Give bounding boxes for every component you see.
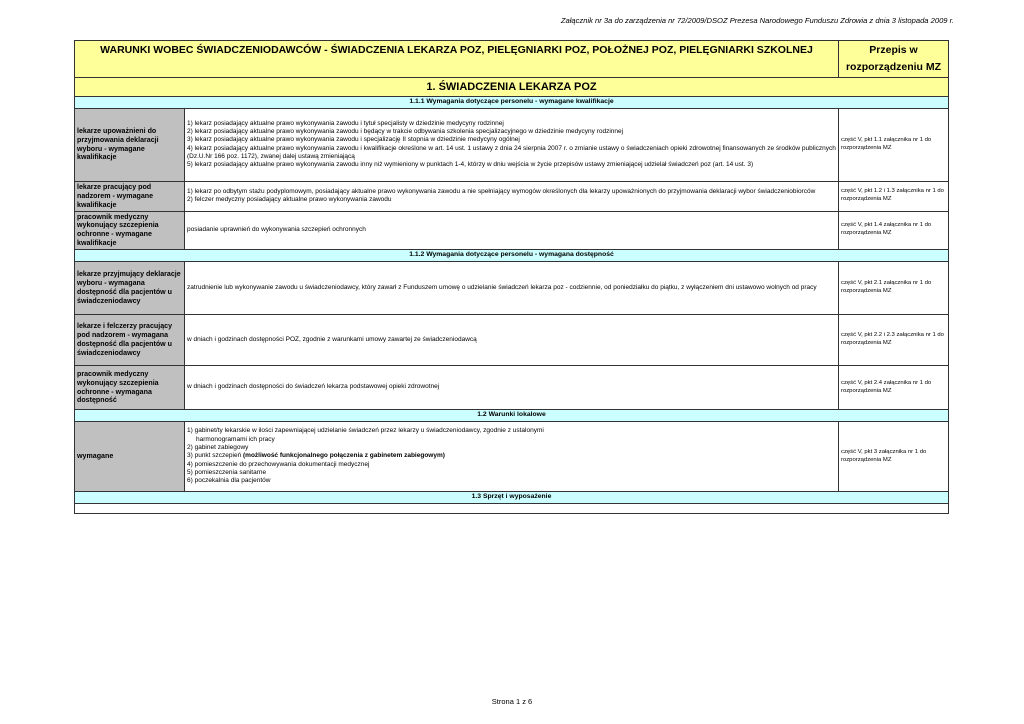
table-row	[75, 211, 949, 249]
row-reference: część V, pkt 1.4 załącznika nr 1 do rozporządzenia MZ	[839, 211, 949, 249]
row-content	[185, 181, 839, 211]
table-row	[75, 422, 949, 492]
attachment-note: Załącznik nr 3a do zarządzenia nr 72/2009/DSOZ Prezesa Narodowego Funduszu Zdrowia z dnia 3 listopada 2009 r.	[560, 16, 954, 25]
table-row	[75, 181, 949, 211]
table-row	[75, 315, 949, 366]
table-row	[75, 108, 949, 181]
row-label: lekarze i felczerzy pracujący pod nadzorem - wymagana dostępność dla pacjentów u świadczeniodawcy	[75, 315, 185, 366]
table-header-row	[75, 41, 949, 78]
table-title: WARUNKI WOBEC ŚWIADCZENIODAWCÓW - ŚWIADCZENIA LEKARZA POZ, PIELĘGNIARKI POZ, POŁOŻNEJ POZ, PIELĘGNIARKI SZKOLNEJ	[75, 41, 839, 78]
row-label: lekarze przyjmujący deklaracje wyboru - wymagana dostępność dla pacjentów u świadczeniodawcy	[75, 262, 185, 315]
row-content	[185, 422, 839, 492]
section-row	[75, 77, 949, 96]
list-item: harmonogramami ich pracy	[196, 435, 275, 443]
row-label: lekarze upoważnieni do przyjmowania deklaracji wyboru - wymagane kwalifikacje	[75, 108, 185, 181]
list-item-text: 3) punkt szczepień	[187, 452, 244, 460]
subsection-row	[75, 410, 949, 422]
list-item: 5) pomieszczenia sanitarne	[187, 469, 267, 476]
row-label: wymagane	[75, 422, 185, 492]
row-reference: część V, pkt 1.2 i 1.3 załącznika nr 1 do rozporządzenia MZ	[839, 181, 949, 211]
list-item	[187, 452, 836, 460]
subsection-qualifications: 1.1.1 Wymagania dotyczące personelu - wymagane kwalifikacje	[75, 96, 949, 108]
table-row	[75, 366, 949, 410]
list-item: 3) lekarz posiadający aktualne prawo wykonywania zawodu i specjalizację II stopnia w dziedzinie medycyny ogólnej	[187, 136, 520, 144]
section-title: 1. ŚWIADCZENIA LEKARZA POZ	[75, 77, 949, 96]
row-content: w dniach i godzinach dostępności POZ, zgodnie z warunkami umowy zawartej ze świadczeniodawcą	[185, 315, 839, 366]
row-reference: część V, pkt 3 załącznika nr 1 do rozporządzenia MZ	[839, 422, 949, 492]
list-item: 1) lekarz po odbytym stażu podyplomowym, posiadający aktualne prawo wykonywania zawodu a nie spełniający wymogów określonych dla lekarzy upoważnionych do przyjmowania deklaracji wybor świadczeniobiorców	[187, 187, 816, 195]
row-content	[185, 108, 839, 181]
empty-cell	[75, 504, 949, 514]
list-item: 6) poczekalnia dla pacjentów	[187, 477, 271, 485]
row-reference: część V, pkt 2.4 załącznika nr 1 do rozporządzenia MZ	[839, 366, 949, 410]
row-label: lekarze pracujący pod nadzorem - wymagane kwalifikacje	[75, 181, 185, 211]
list-item-bold-note: (możliwość funkcjonalnego połączenia z gabinetem zabiegowym)	[243, 452, 445, 460]
row-content: posiadanie uprawnień do wykonywania szczepień ochronnych	[185, 211, 839, 249]
requirements-table	[74, 40, 949, 514]
page-number: Strona 1 z 6	[491, 697, 533, 706]
subsection-availability: 1.1.2 Wymagania dotyczące personelu - wymagana dostępność	[75, 250, 949, 262]
row-reference: część V, pkt 2.2 i 2.3 załącznika nr 1 do rozporządzenia MZ	[839, 315, 949, 366]
row-label: pracownik medyczny wykonujący szczepienia ochronne - wymagane kwalifikacje	[75, 211, 185, 249]
list-item: 1) lekarz posiadający aktualne prawo wykonywania zawodu i tytuł specjalisty w dziedzinie medycyny rodzinnej	[187, 119, 504, 127]
subsection-equipment: 1.3 Sprzęt i wyposażenie	[75, 492, 949, 504]
table-row	[75, 262, 949, 315]
subsection-premises: 1.2 Warunki lokalowe	[75, 410, 949, 422]
list-item: 2) felczer medyczny posiadający aktualne prawo wykonywania zawodu	[187, 196, 392, 204]
empty-row	[75, 504, 949, 514]
subsection-row	[75, 96, 949, 108]
row-label: pracownik medyczny wykonujący szczepienia ochronne - wymagana dostępność	[75, 366, 185, 410]
row-reference: część V, pkt 1.1 załącznika nr 1 do rozporządzenia MZ	[839, 108, 949, 181]
list-item: 1) gabinet/ty lekarskie w ilości zapewniającej udzielanie świadczeń przez lekarzy u świadczeniodawcy, zgodnie z ustalonymi	[187, 427, 544, 435]
list-item: 4) pomieszczenie do przechowywania dokumentacji medycznej	[187, 460, 370, 468]
row-content: zatrudnienie lub wykonywanie zawodu u świadczeniodawcy, który zawarł z Funduszem umowę o udzielanie świadczeń lekarza poz - codziennie, od poniedziałku do piątku, z wyłączeniem dni ustawowo wolnych od pracy	[185, 262, 839, 315]
list-item: 4) lekarz posiadający aktualne prawo wykonywania zawodu i kwalifikacje określone w art. 14 ust. 1 ustawy z dnia 24 sierpnia 2007 r. o zmianie ustawy o świadczeniach opieki zdrowotnej finansowanych ze środków publicznych (Dz.U.Nr 166 poz. 1172), zwanej dalej ustawą zmieniającą	[187, 144, 836, 160]
subsection-row	[75, 492, 949, 504]
row-reference: część V, pkt 2.1 załącznika nr 1 do rozporządzenia MZ	[839, 262, 949, 315]
list-item: 2) gabinet zabiegowy	[187, 444, 249, 452]
list-item: 5) lekarz posiadający aktualne prawo wykonywania zawodu inny niż wymieniony w punktach 1-4, którzy w dniu wejścia w życie przepisów ustawy zmieniającej udzielał świadczeń poz (art. 14 ust. 3)	[187, 161, 754, 169]
row-content: w dniach i godzinach dostępności do świadczeń lekarza podstawowej opieki zdrowotnej	[185, 366, 839, 410]
ref-column-header: Przepis w rozporządzeniu MZ	[839, 41, 949, 78]
subsection-row	[75, 250, 949, 262]
list-item: 2) lekarz posiadający aktualne prawo wykonywania zawodu i będący w trakcie odbywania szkolenia specjalizacyjnego w dziedzinie medycyny rodzinnej	[187, 127, 624, 135]
